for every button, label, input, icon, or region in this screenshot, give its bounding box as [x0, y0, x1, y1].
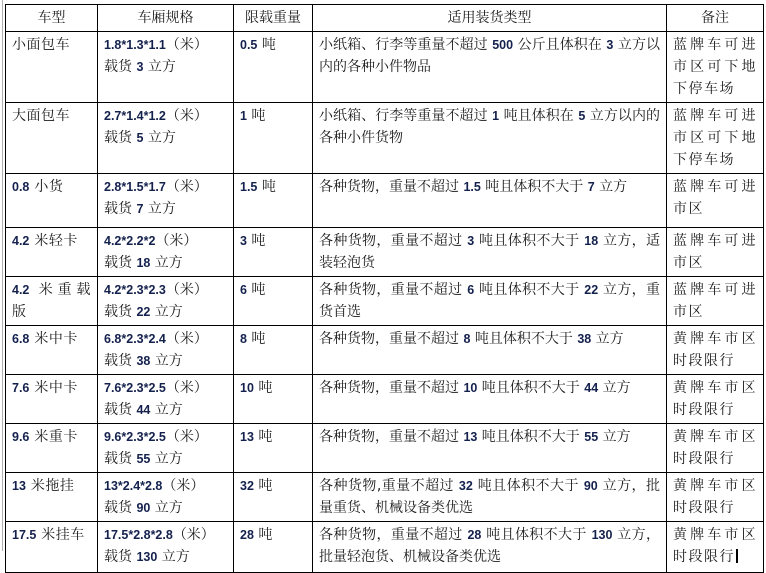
box-volume-text: 载货 3 立方	[104, 59, 176, 75]
cell-load-limit[interactable]	[234, 277, 313, 326]
cell-note[interactable]	[667, 277, 764, 326]
cell-cargo-type[interactable]	[313, 424, 667, 473]
cell-vehicle-type[interactable]	[6, 473, 98, 522]
load-limit-text: 13 吨	[240, 429, 273, 445]
box-volume-text: 载货 55 立方	[104, 451, 183, 467]
cell-load-limit[interactable]	[234, 103, 313, 174]
cell-note[interactable]	[667, 32, 764, 103]
cell-box-spec[interactable]	[98, 228, 234, 277]
cell-load-limit[interactable]	[234, 228, 313, 277]
table-row	[6, 424, 764, 473]
note-text: 黄牌车市区时段限行	[673, 429, 757, 467]
note-text: 黄牌车市区时段限行	[673, 527, 757, 565]
box-volume-text: 载货 90 立方	[104, 500, 183, 516]
cell-cargo-type[interactable]	[313, 228, 667, 277]
note-text: 黄牌车市区时段限行	[673, 478, 757, 516]
note-text: 黄牌车市区时段限行	[673, 380, 757, 418]
box-volume-text: 载货 130 立方	[104, 549, 190, 565]
table-row	[6, 326, 764, 375]
vehicle-type-text: 4.2 米轻卡	[12, 233, 78, 249]
cargo-type-text: 小纸箱、行李等重量不超过 1 吨且体积在 5 立方以内的各种小件货物	[319, 108, 661, 146]
cell-load-limit[interactable]	[234, 375, 313, 424]
box-volume-text: 载货 5 立方	[104, 130, 176, 146]
header-label: 车型	[37, 10, 66, 26]
col-header-load-limit[interactable]	[234, 5, 313, 32]
load-limit-text: 32 吨	[240, 478, 273, 494]
load-limit-text: 8 吨	[240, 331, 266, 347]
cargo-type-text: 各种货物，重量不超过 3 吨且体积不大于 18 立方，适装轻泡货	[319, 233, 661, 271]
note-text: 蓝牌车可进市区可下地下停车场	[673, 108, 757, 168]
cell-cargo-type[interactable]	[313, 326, 667, 375]
vehicle-type-text: 17.5 米挂车	[12, 527, 85, 543]
load-limit-text: 28 吨	[240, 527, 273, 543]
cell-box-spec[interactable]	[98, 473, 234, 522]
cell-vehicle-type[interactable]	[6, 32, 98, 103]
table-row	[6, 473, 764, 522]
cell-load-limit[interactable]	[234, 326, 313, 375]
cell-vehicle-type[interactable]	[6, 228, 98, 277]
box-dimensions-text: 2.7*1.4*1.2（米）	[104, 108, 208, 124]
table-row	[6, 375, 764, 424]
cell-cargo-type[interactable]	[313, 103, 667, 174]
table-row	[6, 228, 764, 277]
note-text: 蓝牌车可进市区	[673, 233, 757, 271]
table-row	[6, 174, 764, 228]
cell-note[interactable]	[667, 375, 764, 424]
cell-vehicle-type[interactable]	[6, 522, 98, 573]
col-header-cargo-type[interactable]	[313, 5, 667, 32]
cell-load-limit[interactable]	[234, 174, 313, 228]
box-dimensions-text: 13*2.4*2.8（米）	[104, 478, 205, 494]
vehicle-type-text: 7.6 米中卡	[12, 380, 78, 396]
cell-cargo-type[interactable]	[313, 174, 667, 228]
cargo-type-text: 各种货物，重量不超过 10 吨且体积不大于 44 立方	[319, 380, 631, 396]
vehicle-type-text: 小面包车	[12, 37, 70, 53]
cell-load-limit[interactable]	[234, 424, 313, 473]
load-limit-text: 10 吨	[240, 380, 273, 396]
note-text: 蓝牌车可进市区	[673, 179, 757, 217]
page-margin-rule	[2, 0, 3, 551]
header-label: 车厢规格	[137, 10, 194, 26]
cell-cargo-type[interactable]	[313, 522, 667, 573]
table-row	[6, 522, 764, 573]
load-limit-text: 3 吨	[240, 233, 266, 249]
cell-vehicle-type[interactable]	[6, 326, 98, 375]
cell-vehicle-type[interactable]	[6, 424, 98, 473]
note-text: 蓝牌车可进市区	[673, 282, 757, 320]
box-dimensions-text: 4.2*2.2*2（米）	[104, 233, 198, 249]
load-limit-text: 1.5 吨	[240, 179, 276, 195]
vehicle-type-text: 4.2 米重载版	[12, 282, 91, 320]
header-label: 备注	[701, 10, 729, 26]
cell-note[interactable]	[667, 424, 764, 473]
cell-cargo-type[interactable]	[313, 473, 667, 522]
col-header-box-spec[interactable]	[98, 5, 234, 32]
text-cursor	[736, 549, 738, 563]
load-limit-text: 1 吨	[240, 108, 266, 124]
cell-cargo-type[interactable]	[313, 32, 667, 103]
table-row	[6, 103, 764, 174]
cell-note[interactable]	[667, 228, 764, 277]
box-volume-text: 载货 38 立方	[104, 353, 183, 369]
box-volume-text: 载货 44 立方	[104, 402, 183, 418]
cell-box-spec[interactable]	[98, 522, 234, 573]
cell-box-spec[interactable]	[98, 375, 234, 424]
vehicle-type-text: 9.6 米重卡	[12, 429, 78, 445]
cell-note[interactable]	[667, 522, 764, 573]
box-dimensions-text: 7.6*2.3*2.5（米）	[104, 380, 208, 396]
cargo-type-text: 各种货物,重量不超过 32 吨且体积不大于 90 立方，批量重货、机械设备类优选	[319, 478, 660, 516]
cell-box-spec[interactable]	[98, 32, 234, 103]
box-volume-text: 载货 7 立方	[104, 201, 176, 217]
note-text: 蓝牌车可进市区可下地下停车场	[673, 37, 757, 97]
box-dimensions-text: 1.8*1.3*1.1（米）	[104, 37, 208, 53]
cell-vehicle-type[interactable]	[6, 277, 98, 326]
cell-vehicle-type[interactable]	[6, 103, 98, 174]
cargo-type-text: 各种货物，重量不超过 6 吨且体积不大于 22 立方，重货首选	[319, 282, 661, 320]
box-dimensions-text: 6.8*2.3*2.4（米）	[104, 331, 208, 347]
cell-box-spec[interactable]	[98, 174, 234, 228]
box-dimensions-text: 2.8*1.5*1.7（米）	[104, 179, 208, 195]
cell-note[interactable]	[667, 326, 764, 375]
cargo-type-text: 各种货物，重量不超过 28 吨且体积不大于 130 立方，批量轻泡货、机械设备类优选	[319, 527, 661, 565]
note-text: 黄牌车市区时段限行	[673, 331, 757, 369]
cell-box-spec[interactable]	[98, 103, 234, 174]
header-label: 适用装货类型	[447, 10, 532, 26]
box-dimensions-text: 17.5*2.8*2.8（米）	[104, 527, 215, 543]
vehicle-type-text: 13 米拖挂	[12, 478, 75, 494]
cell-vehicle-type[interactable]	[6, 174, 98, 228]
load-limit-text: 6 吨	[240, 282, 266, 298]
table-row	[6, 32, 764, 103]
cell-load-limit[interactable]	[234, 522, 313, 573]
cell-cargo-type[interactable]	[313, 375, 667, 424]
box-dimensions-text: 4.2*2.3*2.3（米）	[104, 282, 208, 298]
box-volume-text: 载货 22 立方	[104, 304, 183, 320]
box-volume-text: 载货 18 立方	[104, 255, 183, 271]
cell-load-limit[interactable]	[234, 473, 313, 522]
cell-note[interactable]	[667, 174, 764, 228]
vehicle-type-text: 0.8 小货	[12, 179, 64, 195]
cargo-type-text: 各种货物，重量不超过 13 吨且体积不大于 55 立方	[319, 429, 631, 445]
cargo-type-text: 各种货物，重量不超过 8 吨且体积不大于 38 立方	[319, 331, 624, 347]
col-header-vehicle-type[interactable]	[6, 5, 98, 32]
box-dimensions-text: 9.6*2.3*2.5（米）	[104, 429, 208, 445]
col-header-note[interactable]	[667, 5, 764, 32]
cell-box-spec[interactable]	[98, 326, 234, 375]
cell-vehicle-type[interactable]	[6, 375, 98, 424]
vehicle-type-text: 6.8 米中卡	[12, 331, 78, 347]
table-row	[6, 277, 764, 326]
vehicle-type-text: 大面包车	[12, 108, 70, 124]
header-row	[6, 5, 764, 32]
cell-cargo-type[interactable]	[313, 277, 667, 326]
cargo-type-text: 各种货物，重量不超过 1.5 吨且体积不大于 7 立方	[319, 179, 628, 195]
header-label: 限载重量	[245, 10, 301, 26]
cell-box-spec[interactable]	[98, 277, 234, 326]
load-limit-text: 0.5 吨	[240, 37, 276, 53]
cell-box-spec[interactable]	[98, 424, 234, 473]
cell-note[interactable]	[667, 103, 764, 174]
cell-load-limit[interactable]	[234, 32, 313, 103]
vehicle-spec-table	[5, 4, 764, 573]
cell-note[interactable]	[667, 473, 764, 522]
cargo-type-text: 小纸箱、行李等重量不超过 500 公斤且体积在 3 立方以内的各种小件物品	[319, 37, 660, 75]
